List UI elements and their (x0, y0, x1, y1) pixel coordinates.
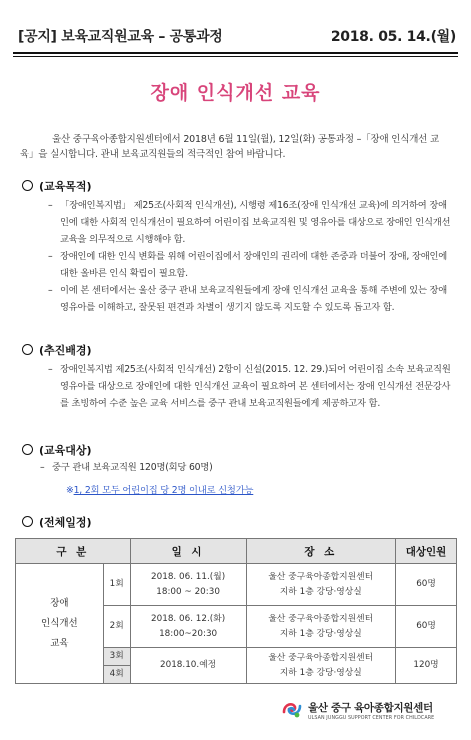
circle-bullet-icon (22, 444, 33, 455)
purpose-item-text: 이에 본 센터에서는 울산 중구 관내 보육교직원들에게 장애 인식개선 교육을 통해 주변에 있는 장애 영유아를 이해하고, 잘못된 편견과 차별이 생기지 않도록 지도할 수 있도록 돕고자 함. (60, 285, 448, 313)
background-item-text: 장애인복지법 제25조(사회적 인식개선) 2항이 신설(2015. 12. 29.)되어 어린이집 소속 보육교직원 영유아를 대상으로 장애인에 대한 인식개선 교육이 필요하여 본 센터에서는 장애 인식개선 전문강사를 초빙하여 수준 높은 교육 서비스를 중구 관내 보육교직원들에게 제공하고자 함. (60, 364, 451, 409)
place-cell (246, 564, 396, 606)
section-target-heading (22, 442, 92, 458)
purpose-item (48, 248, 452, 282)
place-line-2: 지하 1층 강당·영상실 (279, 628, 362, 639)
round-cell: 3회 (103, 648, 130, 666)
center-logo-icon (281, 698, 303, 720)
round-cell: 4회 (103, 666, 130, 684)
place-line-1: 울산 중구육아종합지원센터 (268, 652, 374, 663)
page-title: 장애 인식개선 교육 (150, 82, 321, 104)
intro-paragraph: 울산 중구육아종합지원센터에서 2018년 6월 11일(월), 12일(화) 공통과정 –「장애 인식개선 교육」을 실시합니다. 관내 보육교직원들의 적극적인 참여 바랍니다. (20, 134, 439, 160)
schedule-table (15, 538, 457, 684)
dash-bullet: – (48, 364, 53, 375)
target-note-text: 1, 2회 모두 어린이집 당 2명 이내로 신청가능 (73, 485, 254, 496)
document-header (18, 26, 456, 48)
date-text: 2018. 06. 11.(월) (151, 571, 226, 582)
note-mark: ※ (66, 485, 74, 496)
purpose-item-text: 장애인에 대한 인식 변화를 위해 어린이집에서 장애인의 권리에 대한 존중과 더불어 장애, 장애인에 대한 올바른 인식 확립이 필요함. (60, 251, 448, 279)
header-category: 구 분 (16, 539, 131, 564)
count-cell: 60명 (396, 606, 457, 648)
circle-bullet-icon (22, 516, 33, 527)
count-cell: 60명 (396, 564, 457, 606)
header-datetime: 일 시 (130, 539, 246, 564)
round-cell: 1회 (103, 564, 130, 606)
header-count: 대상인원 (396, 539, 457, 564)
section-schedule-heading (22, 514, 92, 530)
background-item (48, 361, 452, 412)
header-rule-bottom (13, 56, 458, 57)
date-text: 2018. 06. 12.(화) (151, 613, 226, 624)
section-background-title: (추진배경) (39, 344, 92, 357)
dash-bullet: – (40, 462, 45, 473)
place-cell (246, 606, 396, 648)
dash-bullet: – (48, 251, 53, 262)
target-note (66, 482, 253, 496)
time-text: 18:00 ~ 20:30 (156, 586, 220, 597)
circle-bullet-icon (22, 180, 33, 191)
datetime-cell (130, 564, 246, 606)
section-background-heading (22, 342, 92, 358)
notice-date: 2018. 05. 14.(월) (330, 29, 456, 45)
program-name-cell: 장애 인식개선 교육 (16, 564, 104, 684)
count-cell: 120명 (396, 648, 457, 684)
circle-bullet-icon (22, 344, 33, 355)
section-target-title: (교육대상) (39, 444, 92, 457)
purpose-item-text: 「장애인복지법」 제25조(사회적 인식개선), 시행령 제16조(장애 인식개선 교육)에 의거하여 장애인에 대한 사회적 인식개선이 필요하여 어린이집 보육교직원 및 영유아를 대상으로 장애인 인식개선 교육을 의무적으로 시행해야 함. (60, 200, 451, 245)
footer-org (308, 700, 434, 721)
section-purpose-title: (교육목적) (39, 180, 92, 193)
target-item-text: 중구 관내 보육교직원 120명(회당 60명) (52, 462, 213, 473)
purpose-item (48, 197, 452, 248)
purpose-item (48, 282, 452, 316)
place-line-2: 지하 1층 강당·영상실 (279, 586, 362, 597)
datetime-cell: 2018.10.예정 (130, 648, 246, 684)
round-cell: 2회 (103, 606, 130, 648)
header-place: 장 소 (246, 539, 396, 564)
place-cell (246, 648, 396, 684)
table-row (16, 564, 457, 606)
place-line-1: 울산 중구육아종합지원센터 (268, 613, 374, 624)
notice-label: [공지] 보육교직원교육 – 공통과정 (18, 29, 223, 45)
section-schedule-title: (전체일정) (39, 516, 92, 529)
datetime-cell (130, 606, 246, 648)
footer-org-name: 울산 중구 육아종합지원센터 (308, 702, 433, 714)
time-text: 18:00~20:30 (159, 628, 218, 639)
table-header-row (16, 539, 457, 564)
dash-bullet: – (48, 285, 53, 296)
dash-bullet: – (48, 200, 53, 211)
target-item (40, 459, 452, 476)
footer-org-english: ULSAN JUNGGU SUPPORT CENTER FOR CHILDCARE (308, 716, 435, 721)
place-line-1: 울산 중구육아종합지원센터 (268, 571, 374, 582)
place-line-2: 지하 1층 강당·영상실 (279, 667, 362, 678)
header-rule-top (13, 52, 458, 54)
section-purpose-heading (22, 178, 92, 194)
